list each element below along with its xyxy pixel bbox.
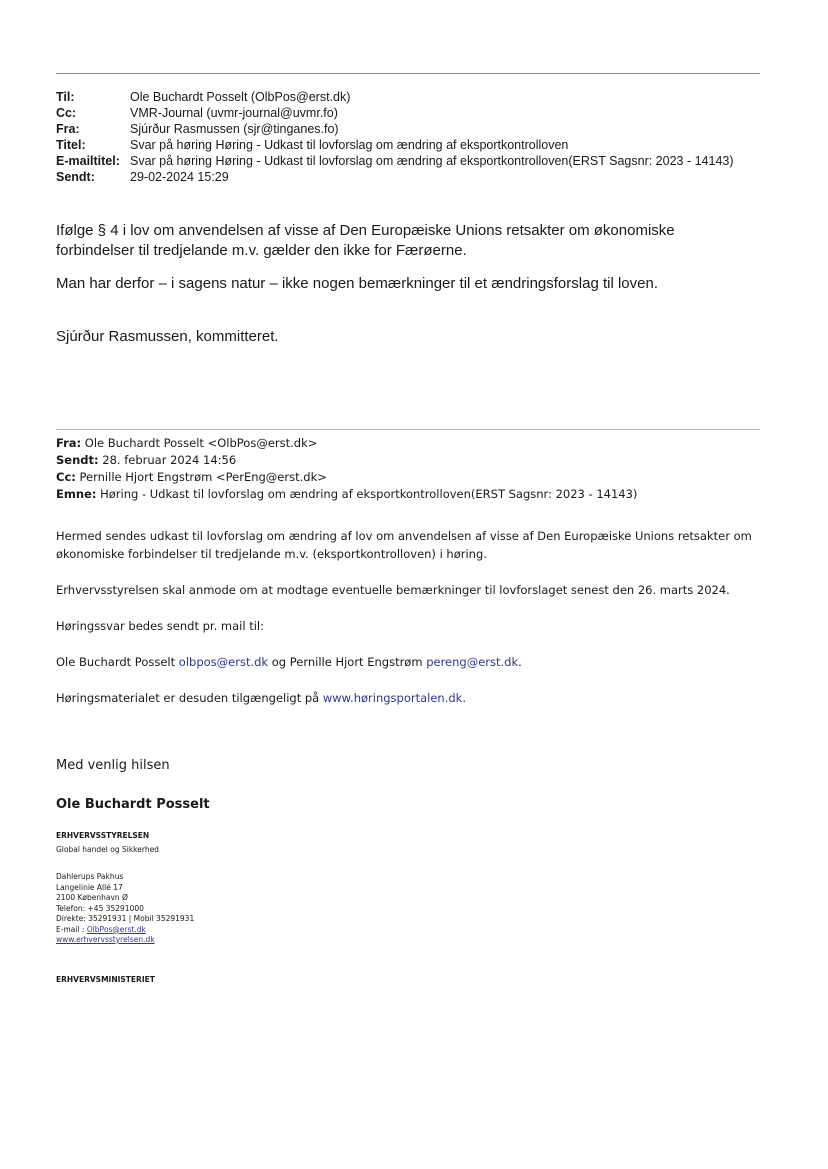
header-value: Svar på høring Høring - Udkast til lovforslag om ændring af eksportkontrolloven(ERST Sagsnr: 2023 - 14143) <box>130 154 734 168</box>
signature-ministry: ERHVERVSMINISTERIET <box>56 975 155 984</box>
text: og Pernille Hjort Engstrøm <box>268 655 427 669</box>
forwarded-paragraph-4 <box>56 653 766 671</box>
address-line: Dahlerups Pakhus <box>56 872 124 881</box>
forwarded-header <box>56 435 766 503</box>
signature-org: ERHVERVSSTYRELSEN <box>56 831 150 840</box>
header-row-title <box>56 137 766 153</box>
header-key: E-mailtitel: <box>56 154 120 168</box>
text: . <box>462 691 466 705</box>
signature-dept: Global handel og Sikkerhed <box>56 845 159 854</box>
header-value: VMR-Journal (uvmr-journal@uvmr.fo) <box>130 106 338 120</box>
email-link-pereng[interactable]: pereng@erst.dk <box>426 655 519 669</box>
forwarded-paragraph-3: Høringssvar bedes sendt pr. mail til: <box>56 619 264 633</box>
text: Ole Buchardt Posselt <box>56 655 179 669</box>
header-value: Sjúrður Rasmussen (sjr@tinganes.fo) <box>130 122 339 136</box>
forwarded-cc-label: Cc: <box>56 470 76 484</box>
forward-divider <box>56 429 760 430</box>
header-value: Svar på høring Høring - Udkast til lovforslag om ændring af eksportkontrolloven <box>130 138 569 152</box>
header-value: 29-02-2024 15:29 <box>130 170 229 184</box>
email-label: E-mail : <box>56 924 87 934</box>
header-key: Sendt: <box>56 170 95 184</box>
email-link-olbpos[interactable]: olbpos@erst.dk <box>178 655 269 669</box>
forwarded-cc <box>56 469 766 486</box>
address-line: 2100 København Ø <box>56 893 128 902</box>
reply-signoff: Sjúrður Rasmussen, kommitteret. <box>56 328 279 345</box>
header-key: Til: <box>56 90 75 104</box>
forwarded-sent-value: 28. februar 2024 14:56 <box>98 453 237 467</box>
header-row-to <box>56 89 766 105</box>
header-value: Ole Buchardt Posselt (OlbPos@erst.dk) <box>130 90 351 104</box>
signature-email-link[interactable]: OlbPos@erst.dk <box>86 924 146 934</box>
text: Høringsmaterialet er desuden tilgængeligt på <box>56 691 323 705</box>
signature-web-link[interactable]: www.erhvervsstyrelsen.dk <box>56 935 155 944</box>
header-row-from <box>56 121 766 137</box>
direct-line: Direkte: 35291931 | Mobil 35291931 <box>56 914 195 923</box>
forwarded-subject-label: Emne: <box>56 487 97 501</box>
email-header <box>56 89 766 185</box>
header-key: Titel: <box>56 138 86 152</box>
forwarded-sent-label: Sendt: <box>56 453 99 467</box>
forwarded-paragraph-1: Hermed sendes udkast til lovforslag om ændring af lov om anvendelsen af visse af Den Europæiske Unions retsakter om økonomiske forbindelser til tredjelande m.v. (eksportkontrolloven) i høring. <box>56 529 752 561</box>
reply-paragraph-1: Ifølge § 4 i lov om anvendelsen af visse af Den Europæiske Unions retsakter om økonomiske forbindelser til tredjelande m.v. gælder den ikke for Færøerne. <box>56 222 675 259</box>
reply-paragraph-2: Man har derfor – i sagens natur – ikke nogen bemærkninger til et ændringsforslag til loven. <box>56 275 658 292</box>
text: . <box>518 655 522 669</box>
forwarded-paragraph-2: Erhvervsstyrelsen skal anmode om at modtage eventuelle bemærkninger til lovforslaget senest den 26. marts 2024. <box>56 583 730 597</box>
forwarded-cc-value: Pernille Hjort Engstrøm <PerEng@erst.dk> <box>75 470 327 484</box>
phone-line: Telefon: +45 35291000 <box>56 903 144 913</box>
signature-name: Ole Buchardt Posselt <box>56 797 210 812</box>
forwarded-sent <box>56 452 766 469</box>
forwarded-subject <box>56 486 766 503</box>
top-divider <box>56 73 760 74</box>
forwarded-paragraph-5 <box>56 689 766 707</box>
header-row-email-title <box>56 153 766 169</box>
greeting: Med venlig hilsen <box>56 758 170 773</box>
email-line <box>56 925 194 936</box>
forwarded-from-label: Fra: <box>56 436 82 450</box>
forwarded-from <box>56 435 766 452</box>
address-line: Langelinie Allé 17 <box>56 882 123 892</box>
signature-address-block <box>56 872 194 946</box>
header-key: Cc: <box>56 106 77 120</box>
header-row-sent <box>56 169 766 185</box>
forwarded-from-value: Ole Buchardt Posselt <OlbPos@erst.dk> <box>81 436 318 450</box>
forwarded-subject-value: Høring - Udkast til lovforslag om ændring af eksportkontrolloven(ERST Sagsnr: 2023 - 14143) <box>96 487 638 501</box>
header-row-cc <box>56 105 766 121</box>
header-key: Fra: <box>56 122 80 136</box>
portal-link[interactable]: www.høringsportalen.dk <box>322 691 463 705</box>
